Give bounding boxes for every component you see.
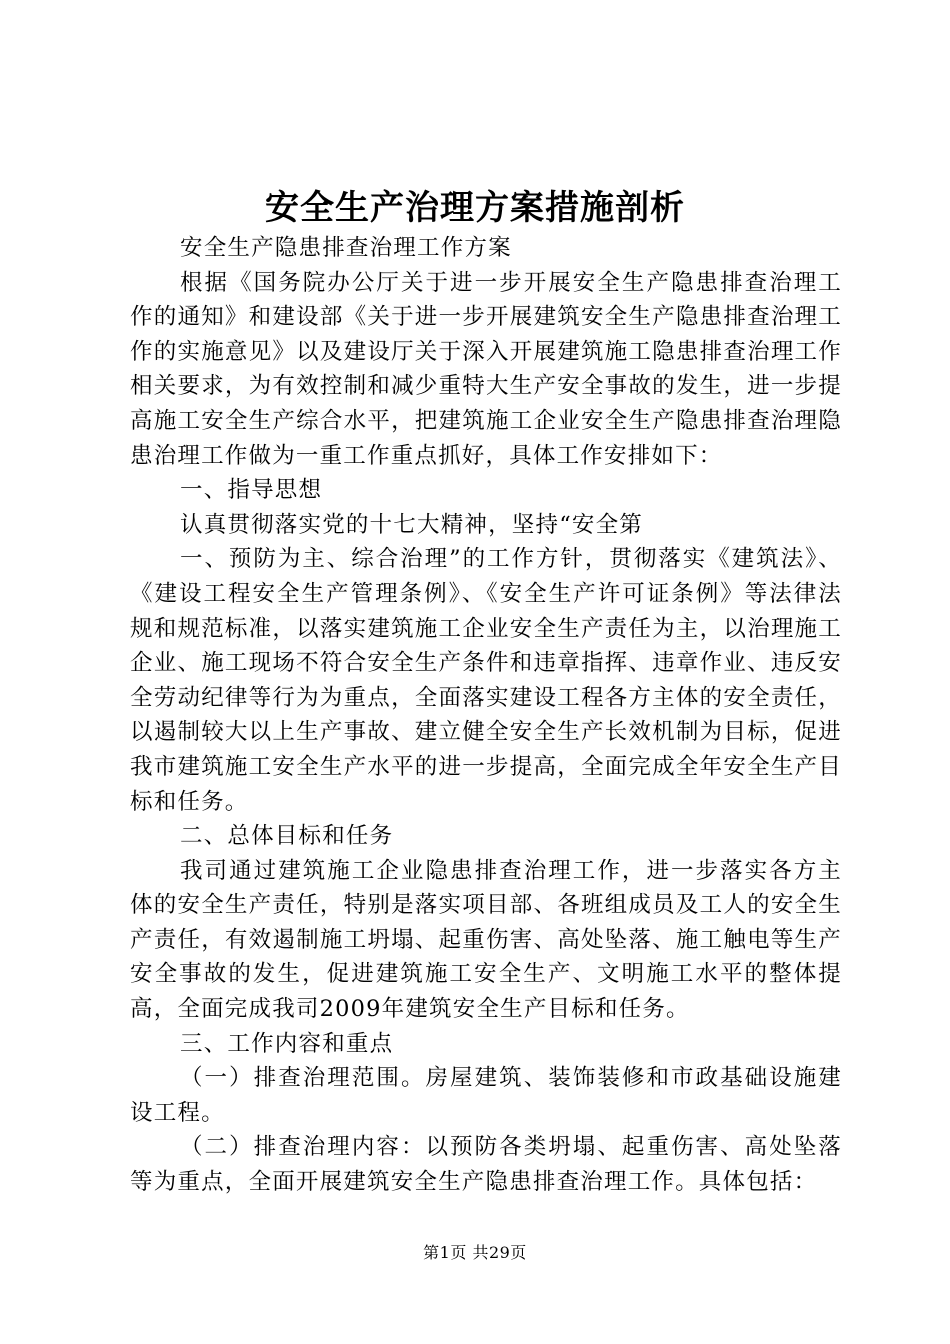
paragraph-overall-goals: 我司通过建筑施工企业隐患排查治理工作，进一步落实各方主体的安全生产责任，特别是落实项目部、各班组成员及工人的安全生产责任，有效遏制施工坍塌、起重伤害、高处坠落、施工触电等生产安全事故的发生，促进建筑施工安全生产、文明施工水平的整体提高，全面完成我司2009年建筑安全生产目标和任务。 — [130, 857, 842, 1023]
paragraph-guiding-ideology-start: 认真贯彻落实党的十七大精神，坚持“安全第 — [180, 511, 644, 538]
page-number-footer: 第1页 共29页 — [423, 1243, 527, 1262]
section-heading-guiding-ideology: 一、指导思想 — [180, 477, 323, 504]
document-body — [130, 231, 842, 1200]
section-heading-work-content: 三、工作内容和重点 — [180, 1030, 394, 1057]
paragraph-guiding-ideology-body: 一、预防为主、综合治理”的工作方针，贯彻落实《建筑法》、《建设工程安全生产管理条例》、《安全生产许可证条例》等法律法规和规范标准，以落实建筑施工企业安全生产责任为主，以治理施工企业、施工现场不符合安全生产条件和违章指挥、违章作业、违反安全劳动纪律等行为为重点，全面落实建设工程各方主体的安全责任，以遏制较大以上生产事故、建立健全安全生产长效机制为目标，促进我市建筑施工安全生产水平的进一步提高，全面完成全年安全生产目标和任务。 — [130, 546, 842, 815]
document-title: 安全生产治理方案措施剖析 — [265, 188, 685, 228]
paragraph-plan-heading: 安全生产隐患排查治理工作方案 — [180, 235, 512, 261]
paragraph-scope: （一）排查治理范围。房屋建筑、装饰装修和市政基础设施建设工程。 — [130, 1065, 842, 1126]
paragraph-intro: 根据《国务院办公厅关于进一步开展安全生产隐患排查治理工作的通知》和建设部《关于进一步开展建筑安全生产隐患排查治理工作的实施意见》以及建设厅关于深入开展建筑施工隐患排查治理工作相关要求，为有效控制和减少重特大生产安全事故的发生，进一步提高施工安全生产综合水平，把建筑施工企业安全生产隐患排查治理隐患治理工作做为一重工作重点抓好，具体工作安排如下： — [130, 269, 842, 469]
paragraph-content: （二）排查治理内容：以预防各类坍塌、起重伤害、高处坠落等为重点，全面开展建筑安全生产隐患排查治理工作。具体包括： — [130, 1134, 842, 1196]
section-heading-overall-goals: 二、总体目标和任务 — [180, 823, 394, 850]
